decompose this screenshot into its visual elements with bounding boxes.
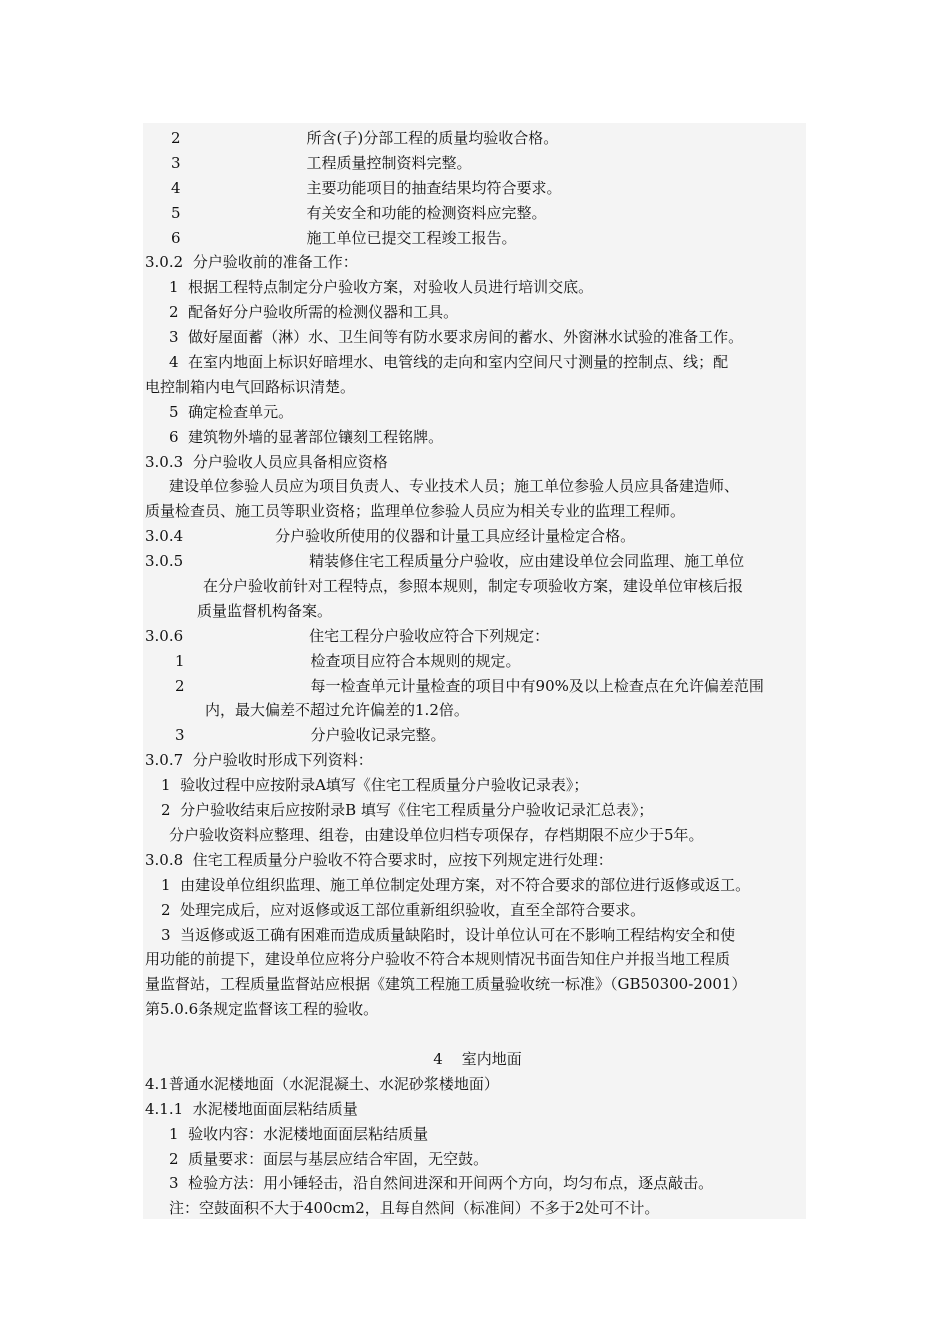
list-item: 1 验收内容：水泥楼地面面层粘结质量 (169, 1124, 429, 1143)
list-item: 3 当返修或返工确有困难而造成质量缺陷时，设计单位认可在不影响工程结构安全和使 (161, 925, 736, 944)
list-item: 1 根据工程特点制定分户验收方案，对验收人员进行培训交底。 (169, 278, 594, 297)
paragraph: 质量监督机构备案。 (197, 601, 333, 620)
list-item: 1 由建设单位组织监理、施工单位制定处理方案，对不符合要求的部位进行返修或返工。 (161, 875, 751, 894)
list-item-continuation: 电控制箱内电气回路标识清楚。 (145, 377, 356, 396)
note: 注：空鼓面积不大于400cm2，且每自然间（标准间）不多于2处可不计。 (169, 1199, 660, 1218)
list-item: 3 分户验收记录完整。 (175, 726, 446, 745)
section-heading: 3.0.5 精装修住宅工程质量分户验收，应由建设单位会同监理、施工单位 (145, 552, 745, 571)
blank-line (145, 1022, 810, 1047)
list-item-continuation: 量监督站，工程质量监督站应根据《建筑工程施工质量验收统一标准》（GB50300-2001） (145, 975, 747, 994)
list-item: 3 工程质量控制资料完整。 (171, 153, 472, 172)
section-heading: 3.0.8 住宅工程质量分户验收不符合要求时，应按下列规定进行处理： (145, 850, 613, 869)
list-item: 4 在室内地面上标识好暗埋水、电管线的走向和室内空间尺寸测量的控制点、线；配 (169, 353, 729, 372)
section-heading: 4.1.1 水泥楼地面面层粘结质量 (145, 1099, 358, 1118)
section-heading: 3.0.2 分户验收前的准备工作： (145, 253, 358, 272)
list-item: 4 主要功能项目的抽查结果均符合要求。 (171, 178, 562, 197)
list-item: 2 处理完成后，应对返修或返工部位重新组织验收，直至全部符合要求。 (161, 900, 646, 919)
list-item: 3 做好屋面蓄（淋）水、卫生间等有防水要求房间的蓄水、外窗淋水试验的准备工作。 (169, 328, 744, 347)
document-body (145, 126, 810, 1221)
list-item-continuation: 用功能的前提下，建设单位应将分户验收不符合本规则情况书面告知住户并报当地工程质 (145, 950, 731, 969)
list-item: 2 分户验收结束后应按附录B 填写《住宅工程质量分户验收记录汇总表》； (161, 801, 654, 820)
paragraph: 分户验收资料应整理、组卷，由建设单位归档专项保存，存档期限不应少于5年。 (169, 825, 704, 844)
list-item: 5 有关安全和功能的检测资料应完整。 (171, 203, 547, 222)
paragraph: 质量检查员、施工员等职业资格；监理单位参验人员应为相关专业的监理工程师。 (145, 502, 686, 521)
list-item: 3 检验方法：用小锤轻击，沿自然间进深和开间两个方向，均匀布点，逐点敲击。 (169, 1174, 714, 1193)
paragraph: 在分户验收前针对工程特点，参照本规则，制定专项验收方案，建设单位审核后报 (203, 577, 744, 596)
section-heading: 3.0.3 分户验收人员应具备相应资格 (145, 452, 388, 471)
list-item: 2 配备好分户验收所需的检测仪器和工具。 (169, 303, 459, 322)
list-item: 6 施工单位已提交工程竣工报告。 (171, 228, 517, 247)
list-item-continuation: 内，最大偏差不超过允许偏差的1.2倍。 (205, 701, 469, 720)
list-item: 2 质量要求：面层与基层应结合牢固，无空鼓。 (169, 1149, 489, 1168)
list-item: 5 确定检查单元。 (169, 402, 294, 421)
section-heading: 3.0.6 住宅工程分户验收应符合下列规定： (145, 626, 550, 645)
section-heading: 4.1普通水泥楼地面（水泥混凝土、水泥砂浆楼地面） (145, 1074, 499, 1093)
list-item: 6 建筑物外墙的显著部位镶刻工程铭牌。 (169, 427, 444, 446)
list-item-continuation: 第5.0.6条规定监督该工程的验收。 (145, 1000, 379, 1019)
list-item: 2 所含(子)分部工程的质量均验收合格。 (171, 129, 559, 147)
list-item: 2 每一检查单元计量检查的项目中有90%及以上检查点在允许偏差范围 (175, 676, 764, 695)
section-heading: 3.0.4 分户验收所使用的仪器和计量工具应经计量检定合格。 (145, 527, 636, 546)
list-item: 1 验收过程中应按附录A填写《住宅工程质量分户验收记录表》； (161, 776, 589, 795)
paragraph: 建设单位参验人员应为项目负责人、专业技术人员；施工单位参验人员应具备建造师、 (169, 477, 740, 496)
chapter-title: 4 室内地面 (433, 1049, 522, 1068)
list-item: 1 检查项目应符合本规则的规定。 (175, 651, 521, 670)
section-heading: 3.0.7 分户验收时形成下列资料： (145, 751, 373, 770)
